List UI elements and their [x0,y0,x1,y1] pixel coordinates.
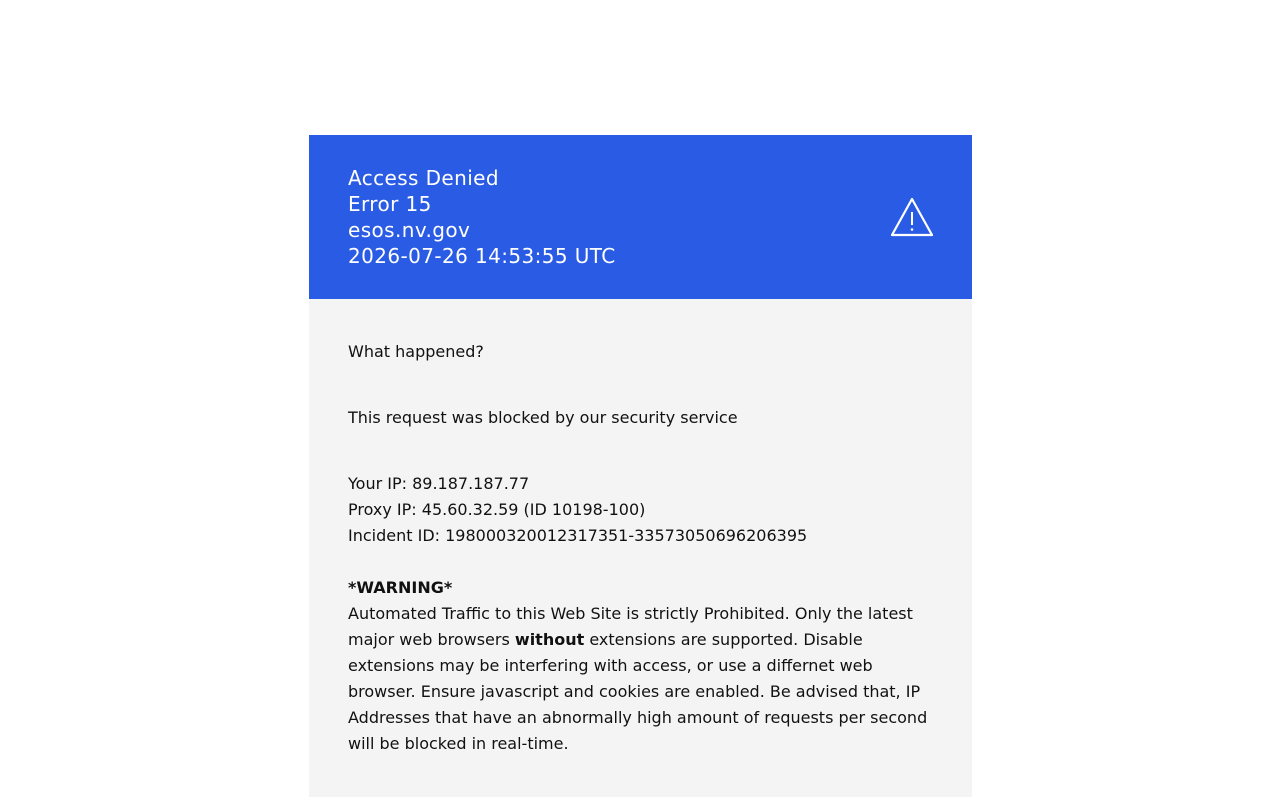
error-body [309,299,972,797]
proxy-ip: Proxy IP: 45.60.32.59 (ID 10198-100) [348,500,646,519]
error-card [309,135,972,797]
error-domain: esos.nv.gov [348,218,471,242]
error-title: Access Denied [348,166,499,190]
incident-id: Incident ID: 198000320012317351-33573050696206395 [348,526,808,545]
warning-text-part1: Automated Traffic to this Web Site is strictly Prohibited. Only the latest major web browsers [348,604,913,649]
warning-text [348,601,933,757]
error-timestamp: 2026-07-26 14:53:55 UTC [348,244,616,268]
error-header [309,135,972,299]
warning-text-part2: extensions are supported. Disable extensions may be interfering with access, or use a differnet web browser. Ensure javascript and cookies are enabled. Be advised that, IP Addresses that have an abnormally high amount of requests per second will be blocked in real-time. [348,630,928,753]
error-code: Error 15 [348,192,432,216]
warning-triangle-icon [889,196,935,238]
warning-title: *WARNING* [348,578,453,597]
warning-text-bold: without [514,630,585,649]
your-ip: Your IP: 89.187.187.77 [348,474,530,493]
what-happened-heading: What happened? [348,342,484,361]
block-reason: This request was blocked by our security service [348,408,738,427]
